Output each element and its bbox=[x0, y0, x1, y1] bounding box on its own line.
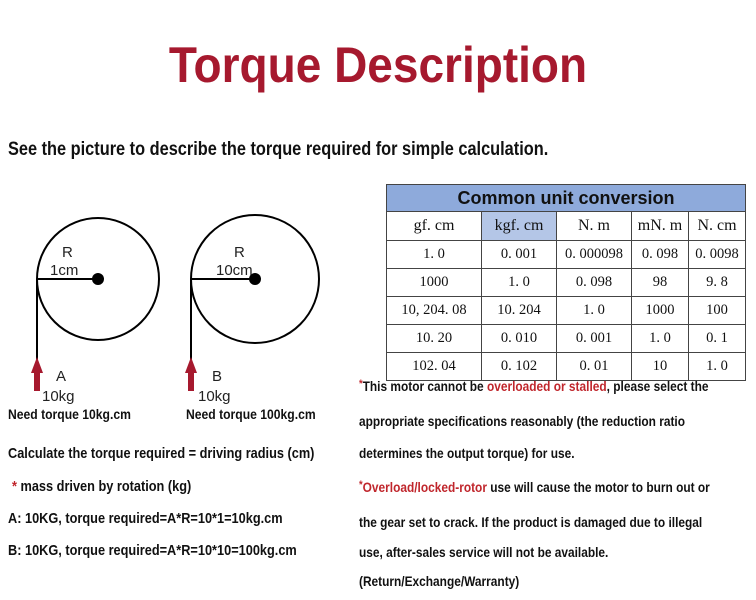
small-radius-value: 1cm bbox=[50, 262, 79, 279]
unit-header: mN. m bbox=[632, 212, 689, 241]
table-cell: 0. 0098 bbox=[689, 241, 746, 269]
table-cell: 0. 001 bbox=[482, 241, 557, 269]
note-star: * bbox=[359, 479, 363, 491]
caption-small: Need torque 10kg.cm bbox=[8, 407, 131, 422]
table-cell: 98 bbox=[632, 269, 689, 297]
unit-header: N. cm bbox=[689, 212, 746, 241]
unit-header: gf. cm bbox=[387, 212, 482, 241]
table-cell: 9. 8 bbox=[689, 269, 746, 297]
table-cell: 0. 1 bbox=[689, 325, 746, 353]
table-row bbox=[387, 297, 746, 325]
table-cell: 1. 0 bbox=[387, 241, 482, 269]
unit-header: kgf. cm bbox=[482, 212, 557, 241]
table-cell: 0. 01 bbox=[557, 353, 632, 381]
table-cell: 102. 04 bbox=[387, 353, 482, 381]
example-a: A: 10KG, torque required=A*R=10*1=10kg.cm bbox=[8, 510, 283, 527]
small-radius-letter: R bbox=[62, 244, 73, 261]
table-cell: 0. 001 bbox=[557, 325, 632, 353]
small-wheel bbox=[31, 218, 159, 405]
note-star: * bbox=[359, 378, 363, 390]
large-radius-letter: R bbox=[234, 244, 245, 261]
table-row bbox=[387, 241, 746, 269]
table-cell: 1000 bbox=[387, 269, 482, 297]
note-line-3: determines the output torque) for use. bbox=[359, 445, 575, 461]
note-line-2: appropriate specifications reasonably (the reduction ratio bbox=[359, 413, 686, 429]
note-line-1 bbox=[359, 378, 709, 394]
note-warning: Overload/locked-rotor bbox=[362, 479, 487, 495]
note-warning: overloaded or stalled bbox=[486, 378, 607, 394]
table-cell: 1000 bbox=[632, 297, 689, 325]
table-cell: 10 bbox=[632, 353, 689, 381]
note-text: use will cause the motor to burn out or bbox=[486, 479, 710, 495]
mass-a-value: 10kg bbox=[42, 388, 75, 405]
table-title: Common unit conversion bbox=[387, 185, 746, 212]
formula-line-2-text: mass driven by rotation (kg) bbox=[16, 478, 192, 495]
note-line-7: (Return/Exchange/Warranty) bbox=[359, 573, 520, 589]
formula-star: * bbox=[12, 478, 17, 495]
note-text: , please select the bbox=[606, 378, 709, 394]
page-title: Torque Description bbox=[168, 37, 588, 93]
formula-line-2 bbox=[12, 478, 191, 495]
note-line-5: the gear set to crack. If the product is damaged due to illegal bbox=[359, 514, 703, 530]
table-cell: 100 bbox=[689, 297, 746, 325]
table-row bbox=[387, 353, 746, 381]
unit-conversion-table bbox=[386, 184, 746, 381]
table-cell: 1. 0 bbox=[632, 325, 689, 353]
table-cell: 10, 204. 08 bbox=[387, 297, 482, 325]
mass-b-value: 10kg bbox=[198, 388, 231, 405]
table-cell: 1. 0 bbox=[482, 269, 557, 297]
table-cell: 10. 20 bbox=[387, 325, 482, 353]
table-header-row bbox=[387, 212, 746, 241]
table-cell: 0. 098 bbox=[632, 241, 689, 269]
mass-b-letter: B bbox=[212, 368, 223, 385]
table-row bbox=[387, 269, 746, 297]
note-line-6: use, after-sales service will not be available. bbox=[359, 544, 609, 560]
note-line-4 bbox=[359, 479, 710, 495]
table-cell: 0. 010 bbox=[482, 325, 557, 353]
large-radius-value: 10cm bbox=[216, 262, 253, 279]
table-cell: 10. 204 bbox=[482, 297, 557, 325]
subtitle: See the picture to describe the torque required for simple calculation. bbox=[8, 139, 549, 160]
table-row bbox=[387, 325, 746, 353]
formula-line-1: Calculate the torque required = driving radius (cm) bbox=[8, 445, 315, 462]
large-wheel bbox=[185, 215, 319, 405]
caption-large: Need torque 100kg.cm bbox=[186, 407, 316, 422]
table-cell: 1. 0 bbox=[557, 297, 632, 325]
torque-diagram bbox=[0, 195, 360, 415]
note-text: This motor cannot be bbox=[362, 378, 487, 394]
unit-header: N. m bbox=[557, 212, 632, 241]
table-cell: 0. 102 bbox=[482, 353, 557, 381]
mass-a-letter: A bbox=[56, 368, 67, 385]
table-cell: 0. 000098 bbox=[557, 241, 632, 269]
example-b: B: 10KG, torque required=A*R=10*10=100kg.cm bbox=[8, 542, 297, 559]
table-cell: 1. 0 bbox=[689, 353, 746, 381]
table-cell: 0. 098 bbox=[557, 269, 632, 297]
